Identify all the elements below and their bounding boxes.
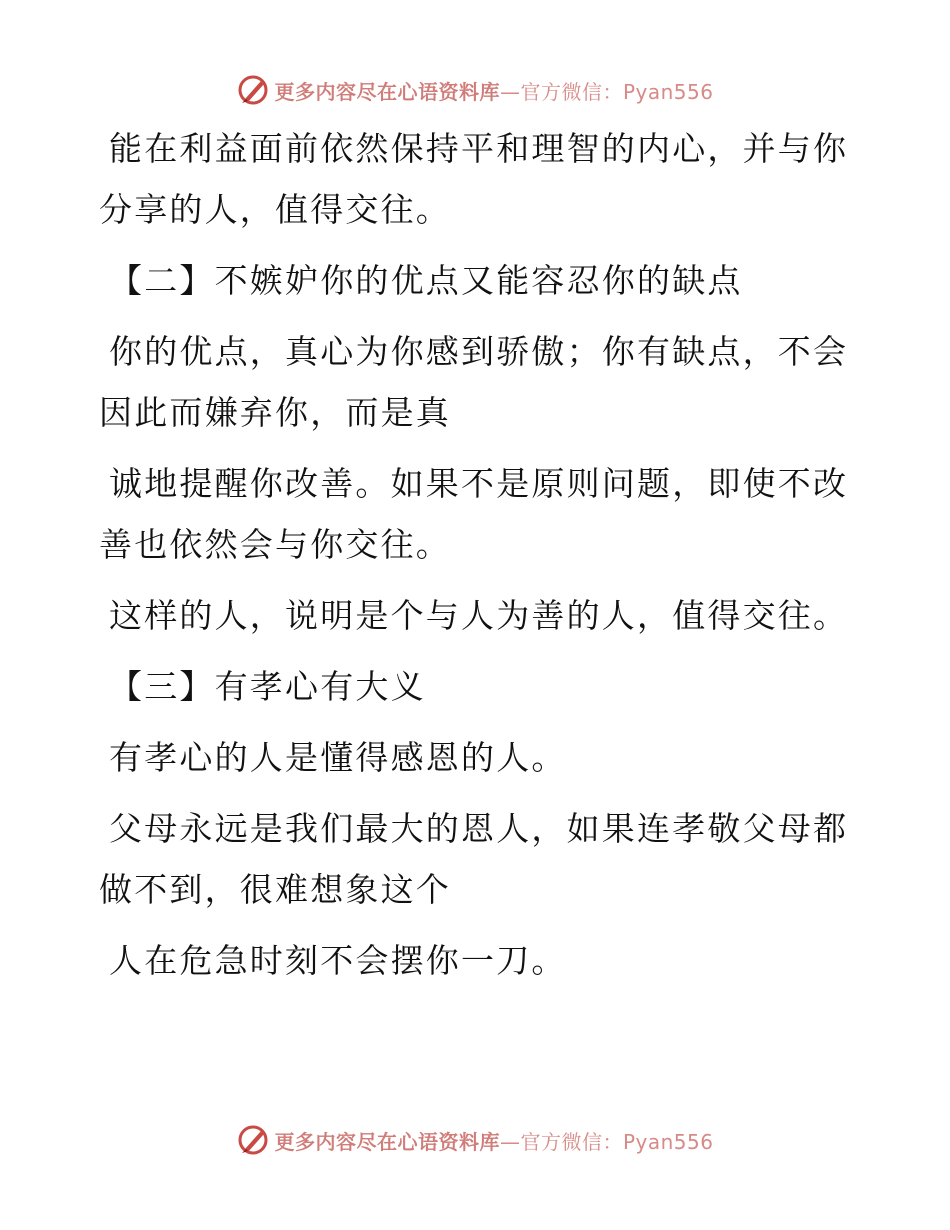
- text-line: 善也依然会与你交往。: [99, 525, 451, 564]
- text-line: 诚地提醒你改善。如果不是原则问题，即使不改: [109, 464, 849, 503]
- pen-logo-icon: [236, 73, 270, 107]
- text-line: 【二】不嫉妒你的优点又能容忍你的缺点: [109, 261, 743, 300]
- text-line: 这样的人，说明是个与人为善的人，值得交往。: [109, 596, 849, 635]
- paragraph: [99, 118, 849, 240]
- text-line: 做不到，很难想象这个: [99, 870, 451, 909]
- text-line: 父母永远是我们最大的恩人，如果连孝敬父母都: [109, 809, 849, 848]
- paragraph: [99, 798, 849, 920]
- watermark-text: 更多内容尽在心语资料库—官方微信：Pyan556: [274, 79, 714, 104]
- paragraph: [99, 585, 849, 646]
- paragraph: [99, 727, 839, 788]
- footer-watermark: [0, 1120, 950, 1160]
- paragraph: [99, 321, 849, 443]
- section-heading: [99, 656, 839, 717]
- header-watermark: [0, 70, 950, 110]
- pen-logo-icon: [236, 1123, 270, 1157]
- text-line: 人在危急时刻不会摆你一刀。: [109, 941, 567, 980]
- text-line: 有孝心的人是懂得感恩的人。: [109, 738, 567, 777]
- paragraph: [99, 930, 839, 991]
- document-body: [99, 118, 849, 1001]
- text-line: 【三】有孝心有大义: [109, 667, 426, 706]
- paragraph: [99, 453, 849, 575]
- text-line: 分享的人，值得交往。: [99, 190, 451, 229]
- text-line: 能在利益面前依然保持平和理智的内心，并与你: [109, 129, 849, 168]
- watermark-text: 更多内容尽在心语资料库—官方微信：Pyan556: [274, 1129, 714, 1154]
- text-line: 你的优点，真心为你感到骄傲；你有缺点，不会: [109, 332, 849, 371]
- section-heading: [99, 250, 839, 311]
- text-line: 因此而嫌弃你，而是真: [99, 393, 451, 432]
